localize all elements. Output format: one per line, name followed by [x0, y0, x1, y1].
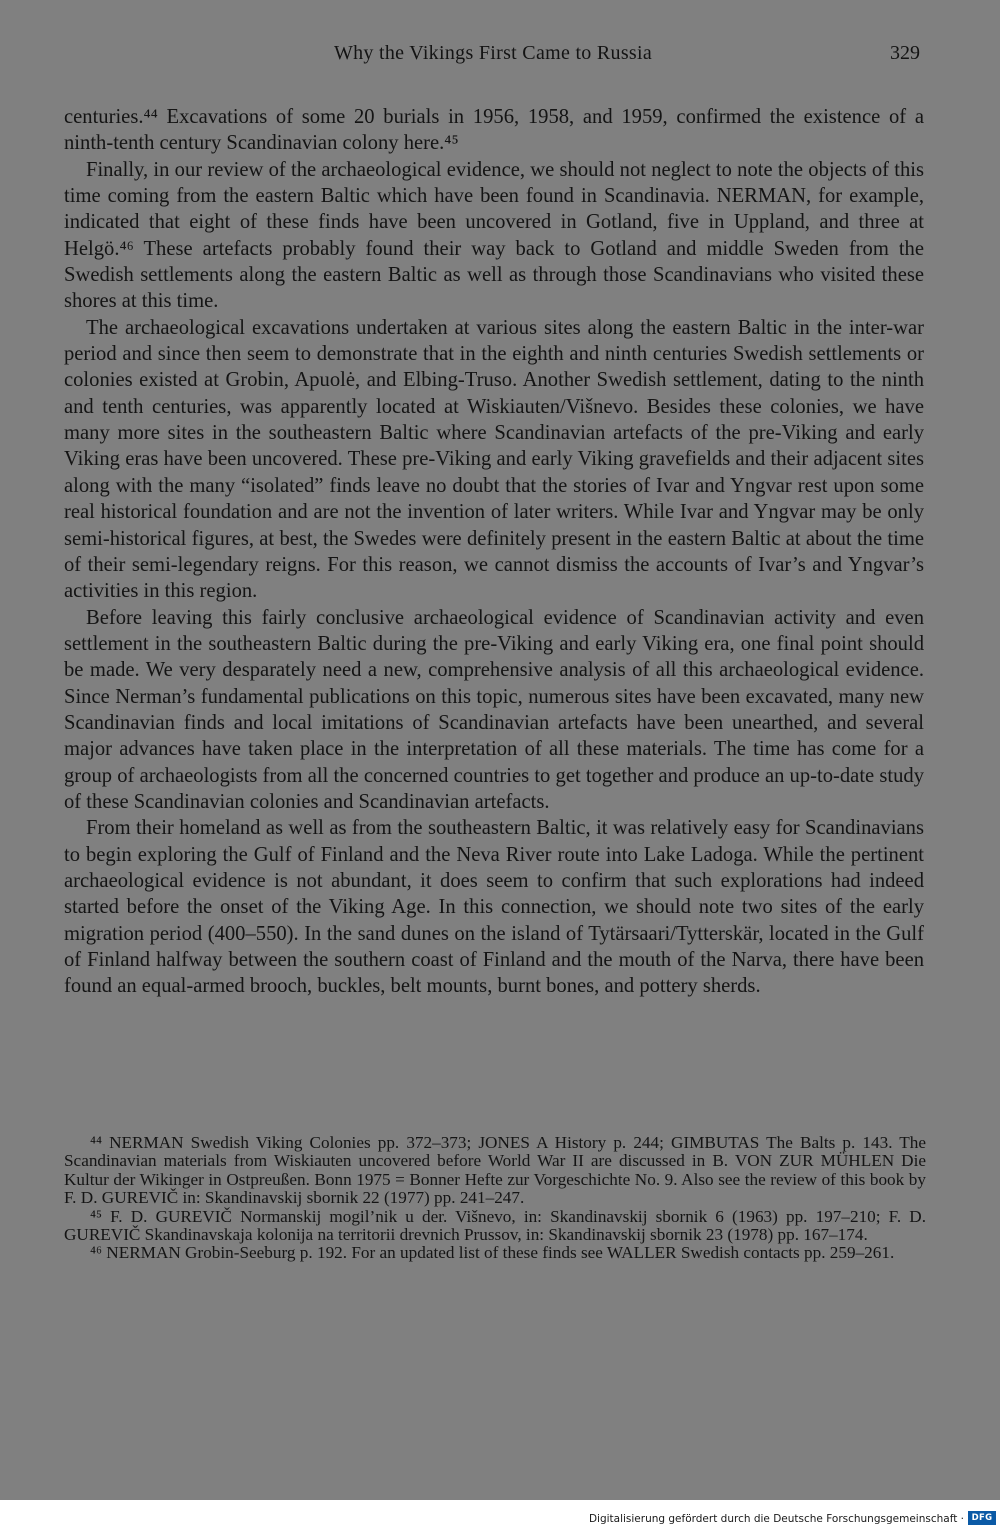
footnote-44: ⁴⁴ NERMAN Swedish Viking Colonies pp. 372–373; JONES A History p. 244; GIMBUTAS The Balts p. 143. The Scandinavian materials from Wiskiauten uncovered before World War II are discussed in B. VON ZUR MÜHLEN Die Kultur der Wikinger in Ostpreußen. Bonn 1975 = Bonner Hefte zur Vorgeschichte No. 9. Also see the review of this book by F. D. GUREVIČ in: Skandinavskij sbornik 22 (1977) pp. 241–247. [64, 1133, 926, 1208]
paragraph: Before leaving this fairly conclusive archaeological evidence of Scandinavian activity and even settlement in the southeastern Baltic during the pre-Viking and early Viking era, one final point should be made. We very desparately need a new, comprehensive analysis of all this archaeological evidence. Since Nerman’s fundamental publications on this topic, numerous sites have been excavated, many new Scandinavian finds and local imitations of Scandinavian artefacts have been unearthed, and several major advances have taken place in the interpretation of all these materials. The time has come for a group of archaeologists from all the concerned countries to get together and produce an up-to-date study of these Scandinavian colonies and Scandinavian artefacts. [64, 606, 924, 813]
dfg-logo: DFG [968, 1511, 996, 1525]
page-number: 329 [890, 42, 920, 64]
running-head [64, 42, 922, 72]
body-text [64, 104, 924, 1000]
running-title: Why the Vikings First Came to Russia [333, 42, 653, 64]
footnotes [64, 1134, 926, 1263]
digitization-footer [0, 1500, 1000, 1532]
paragraph: Finally, in our review of the archaeological evidence, we should not neglect to note the objects of this time coming from the eastern Baltic which have been found in Scandinavia. NERMAN, for example, indicated that eight of these finds have been uncovered in Gotland, five in Uppland, and three at Helgö.⁴⁶ These artefacts probably found their way back to Gotland and middle Sweden from the Swedish settlements along the eastern Baltic as well as through those Scandinavians who visited these shores at this time. [64, 158, 924, 313]
footnote-45: ⁴⁵ F. D. GUREVIČ Normanskij mogil’nik u der. Višnevo, in: Skandinavskij sbornik 6 (1963) pp. 197–210; F. D. GUREVIČ Skandinavskaja kolonija na territorii drevnich Prussov, in: Skandinavskij sbornik 23 (1978) pp. 167–174. [64, 1206, 926, 1245]
paragraph: From their homeland as well as from the southeastern Baltic, it was relatively easy for Scandinavians to begin exploring the Gulf of Finland and the Neva River route into Lake Ladoga. While the pertinent archaeological evidence is not abundant, it does seem to confirm that such explorations had indeed started before the onset of the Viking Age. In this connection, we should note two sites of the early migration period (400–550). In the sand dunes on the island of Tytärsaari/Tytterskär, located in the Gulf of Finland halfway between the southern coast of Finland and the mouth of the Narva, there have been found an equal-armed brooch, buckles, belt mounts, burnt bones, and pottery sherds. [64, 817, 924, 998]
paragraph: The archaeological excavations undertaken at various sites along the eastern Baltic in the inter-war period and since then seem to demonstrate that in the eighth and ninth centuries Swedish settlements or colonies existed at Grobin, Apuolė, and Elbing-Truso. Another Swedish settlement, dating to the ninth and tenth centuries, was apparently located at Wiskiauten/Višnevo. Besides these colonies, we have many more sites in the southeastern Baltic where Scandinavian artefacts of the pre-Viking and early Viking eras have been uncovered. These pre-Viking and early Viking gravefields and their adjacent sites along with the many “isolated” finds leave no doubt that the stories of Ivar and Yngvar rest upon some real historical foundation and are not the invention of later writers. While Ivar and Yngvar may be only semi-historical figures, at best, the Swedes were definitely present in the eastern Baltic at about the time of their semi-legendary reigns. For this reason, we cannot dismiss the accounts of Ivar’s and Yngvar’s activities in this region. [64, 316, 924, 603]
funding-credit: Digitalisierung gefördert durch die Deutsche Forschungsgemeinschaft · [588, 1513, 964, 1525]
paragraph: centuries.⁴⁴ Excavations of some 20 burials in 1956, 1958, and 1959, confirmed the existence of a ninth-tenth century Scandinavian colony here.⁴⁵ [64, 106, 924, 155]
footnote-46: ⁴⁶ NERMAN Grobin-Seeburg p. 192. For an updated list of these finds see WALLER Swedish contacts pp. 259–261. [90, 1243, 895, 1263]
